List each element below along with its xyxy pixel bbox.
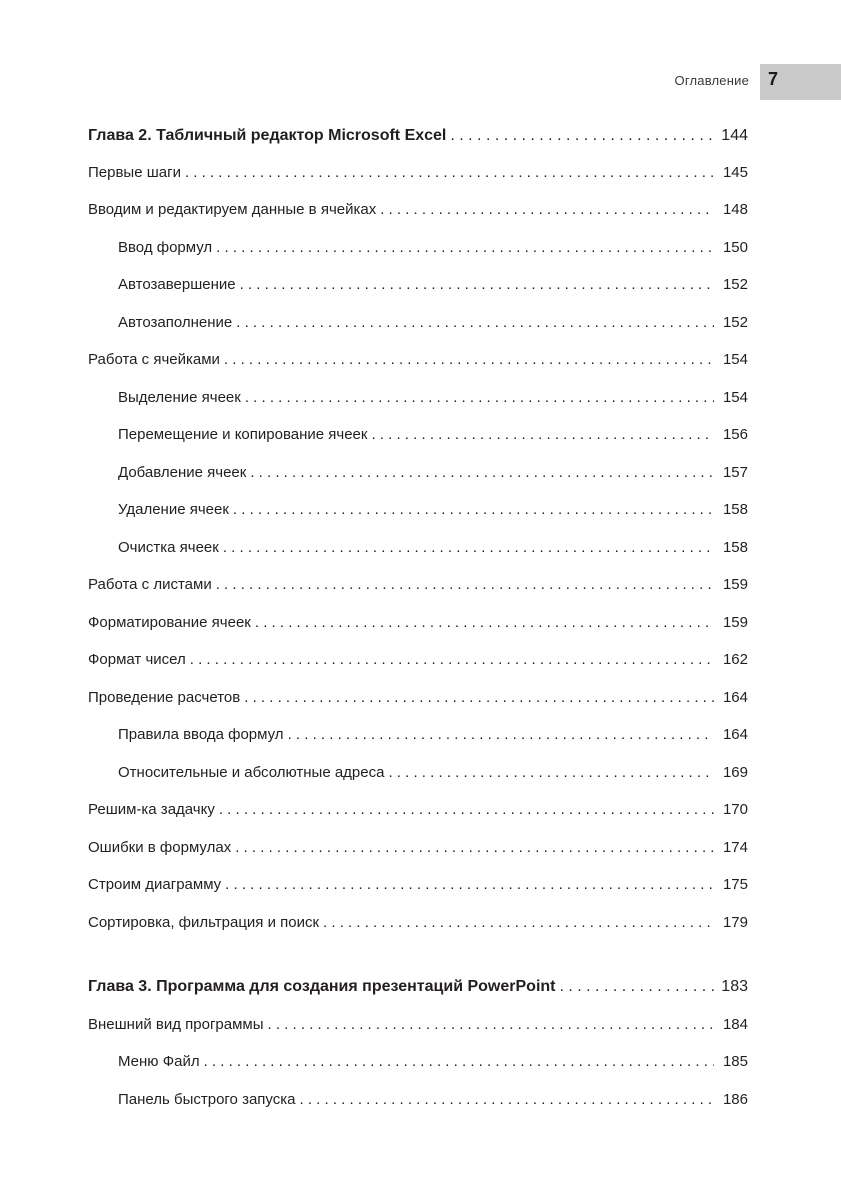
toc-chapter-3[interactable] [88,973,748,1001]
leader-dots [233,496,714,524]
toc-entry[interactable] [88,796,748,824]
toc-subentry[interactable] [88,1048,748,1076]
entry-page: 186 [722,1091,748,1108]
leader-dots [219,796,714,824]
leader-dots [299,1086,714,1114]
entry-title: Автозаполнение [118,314,233,331]
leader-dots [224,346,714,374]
toc-entry[interactable] [88,571,748,599]
entry-title: Работа с листами [88,576,212,593]
leader-dots [185,159,714,187]
leader-dots [371,421,714,449]
chapter-label: Глава 2. [88,127,152,144]
entry-title: Добавление ячеек [118,464,247,481]
entry-title: Внешний вид программы [88,1016,264,1033]
leader-dots [250,459,714,487]
chapter-label: Глава 3. [88,978,152,995]
entry-title: Вводим и редактируем данные в ячейках [88,201,377,218]
entry-title: Удаление ячеек [118,501,229,518]
entry-title: Перемещение и копирование ячеек [118,426,368,443]
entry-page: 170 [722,801,748,818]
entry-page: 157 [722,464,748,481]
chapter-title-line [88,973,555,1001]
toc-subentry[interactable] [88,759,748,787]
toc-subentry[interactable] [88,1086,748,1114]
entry-title: Автозавершение [118,276,236,293]
toc-entry[interactable] [88,834,748,862]
toc-subentry[interactable] [88,234,748,262]
leader-dots [388,759,714,787]
entry-title: Относительные и абсолютные адреса [118,764,385,781]
entry-page: 156 [722,426,748,443]
entry-title: Строим диаграмму [88,876,222,893]
toc-entry[interactable] [88,346,748,374]
entry-page: 183 [721,978,748,995]
entry-page: 179 [722,914,748,931]
entry-title: Правила ввода формул [118,726,284,743]
leader-dots [204,1048,714,1076]
leader-dots [235,834,714,862]
leader-dots [323,909,714,937]
leader-dots [380,196,714,224]
entry-page: 164 [722,689,748,706]
page-number-tab [760,64,841,100]
entry-title: Ошибки в формулах [88,839,232,856]
entry-page: 159 [722,614,748,631]
leader-dots [268,1011,714,1039]
leader-dots [223,534,714,562]
entry-title: Выделение ячеек [118,389,241,406]
toc-subentry[interactable] [88,496,748,524]
entry-page: 174 [722,839,748,856]
running-header [0,64,841,100]
leader-dots [236,309,714,337]
entry-title: Решим-ка задачку [88,801,215,818]
toc-chapter-2[interactable] [88,122,748,150]
entry-page: 145 [722,164,748,181]
toc-entry[interactable] [88,684,748,712]
entry-page: 162 [722,651,748,668]
toc-subentry[interactable] [88,271,748,299]
entry-page: 158 [722,539,748,556]
header-title: Оглавление [674,73,749,88]
entry-page: 175 [722,876,748,893]
toc-entry[interactable] [88,909,748,937]
entry-page: 159 [722,576,748,593]
entry-title: Панель быстрого запуска [118,1091,296,1108]
toc-subentry[interactable] [88,421,748,449]
leader-dots [216,234,714,262]
entry-title: Программа для создания презентаций PowerPoint [156,978,556,995]
leader-dots [225,871,714,899]
entry-page: 150 [722,239,748,256]
entry-title: Ввод формул [118,239,213,256]
toc-entry[interactable] [88,871,748,899]
entry-page: 158 [722,501,748,518]
entry-title: Меню Файл [118,1053,200,1070]
leader-dots [240,271,714,299]
entry-title: Первые шаги [88,164,181,181]
toc-entry[interactable] [88,159,748,187]
entry-page: 184 [722,1016,748,1033]
leader-dots [288,721,714,749]
leader-dots [559,973,714,1001]
toc-subentry[interactable] [88,309,748,337]
leader-dots [245,384,714,412]
toc-entry[interactable] [88,1011,748,1039]
leader-dots [244,684,714,712]
toc-entry[interactable] [88,609,748,637]
entry-title: Проведение расчетов [88,689,241,706]
entry-page: 154 [722,389,748,406]
entry-title: Форматирование ячеек [88,614,251,631]
leader-dots [255,609,714,637]
toc-entry[interactable] [88,196,748,224]
entry-page: 164 [722,726,748,743]
entry-page: 154 [722,351,748,368]
entry-page: 169 [722,764,748,781]
leader-dots [190,646,714,674]
entry-page: 152 [722,276,748,293]
toc-subentry[interactable] [88,721,748,749]
page-number: 7 [768,69,779,89]
entry-page: 185 [722,1053,748,1070]
entry-title: Очистка ячеек [118,539,219,556]
toc-subentry[interactable] [88,384,748,412]
leader-dots [450,122,714,150]
leader-dots [216,571,714,599]
entry-page: 148 [722,201,748,218]
toc-entry[interactable] [88,646,748,674]
entry-title: Формат чисел [88,651,186,668]
chapter-title-line [88,122,446,150]
entry-page: 152 [722,314,748,331]
toc-subentry[interactable] [88,534,748,562]
entry-title: Сортировка, фильтрация и поиск [88,914,320,931]
toc-subentry[interactable] [88,459,748,487]
entry-title: Табличный редактор Microsoft Excel [156,127,447,144]
entry-page: 144 [721,127,748,144]
entry-title: Работа с ячейками [88,351,220,368]
